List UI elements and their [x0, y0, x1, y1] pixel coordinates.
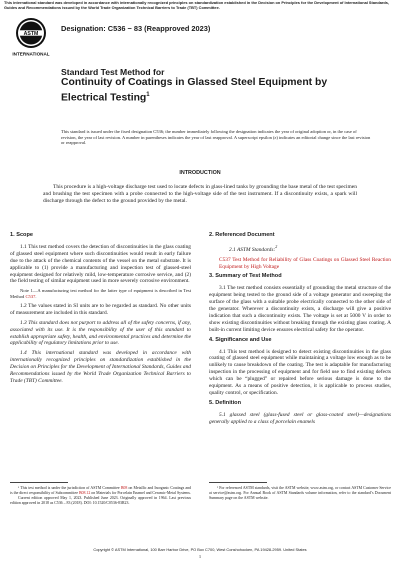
note-1-end: . [35, 294, 37, 300]
astm-logo [11, 16, 51, 58]
title-footnote-ref[interactable]: 1 [146, 92, 150, 98]
introduction-text: This procedure is a high-voltage discharge test used to locate defects in glass-lined tanks by grounding the base metal of the test specimen and brushing the test specimen with a probe connected to the high-voltage side of the test instrument. If a discontinuity exists, a spark will discharge through the defect to the ground provided by the metal. [43, 184, 357, 204]
title-line-3 [61, 89, 361, 104]
title-line-3-text: Electrical Testing [61, 92, 147, 104]
introduction-heading: INTRODUCTION [179, 170, 221, 176]
footnote-1-edition: Current edition approved May 1, 2023. Published June 2023. Originally approved in 1964. Last previous edition approved in 2018 as C536 – 83 (2018). DOI: 10.1520/C0536-83R23. [10, 496, 191, 505]
paragraph-1-4: 1.4 This international standard was developed in accordance with internationally recognized principles on standardization established in the Decision on Principles for the Development of International Standards, Guides and Recommendations issued by the World Trade Organization Technical Barriers to Trade (TBT) Committee. [10, 350, 191, 384]
note-1-text: Note 1—A manufacturing test method for the latter type of equipment is described in Test Method [10, 288, 191, 300]
summary-heading: 3. Summary of Test Method [209, 273, 282, 280]
footnote-2: ² For referenced ASTM standards, visit the ASTM website, www.astm.org, or contact ASTM Customer Service at service@astm.org. For Annual Book of ASTM Standards volume information, refer to the standard’s Document Summary page on the ASTM website. [209, 486, 391, 500]
astm-standards-footnote-ref[interactable]: 2 [275, 243, 278, 249]
left-column [10, 230, 191, 388]
definition-heading: 5. Definition [209, 399, 242, 406]
footnotes-right [209, 482, 391, 501]
astm-standards-item [209, 244, 391, 254]
note-1 [10, 288, 191, 300]
paragraph-1-2: 1.2 The values stated in SI units are to be regarded as standard. No other units of measurement are included in this standard. [10, 302, 191, 316]
title-block [61, 67, 361, 104]
logo-caption: INTERNATIONAL [12, 51, 50, 57]
reference-c537-code[interactable]: C537 [219, 256, 231, 263]
copyright-line: Copyright © ASTM International, 100 Barr Harbor Drive, PO Box C700, West Conshohocken, PA 19428-2959. United States [93, 547, 307, 552]
wto-notice: This international standard was developed in accordance with internationally recognized principles on standardization established in the Decision on Principles for the Development of International Standards, Guides and Recommendations issued by the World Trade Organization Technical Barriers to Trade (TBT) Committee. [4, 0, 390, 10]
astm-logo-icon [11, 16, 51, 58]
footnote-1 [10, 486, 191, 496]
astm-standards-label: 2.1 ASTM Standards: [229, 246, 276, 253]
paragraph-1-3: 1.3 This standard does not purport to address all of the safety concerns, if any, associated with its use. It is the responsibility of the user of this standard to establish appropriate safety, health, and environmental practices and determine the applicability of regulatory limitations prior to use. [10, 319, 191, 347]
paragraph-3-1: 3.1 The test method consists essentially of grounding the metal structure of the equipment being tested to the ground side of a voltage generator and sweeping the surface of the glass with a suitable probe electrically connected to the other side of the generator. Wherever a discontinuity exists, a discharge will give a positive indication that such a discontinuity exists. The voltage is set at 5000 V in order to show existing discontinuities without breaking through the existing glass coating. A built-in current limiting device ensures electrical safety for the operator. [209, 285, 391, 333]
title-line-1: Standard Test Method for [61, 67, 165, 77]
significance-heading: 4. Significance and Use [209, 336, 272, 343]
standard-issue-note: This standard is issued under the fixed designation C536; the number immediately following the designation indicates the year of original adoption or, in the case of revision, the year of last revision. A number in parentheses indicates the year of last reapproval. A superscript epsilon (ε) indicates an editorial change since the last revision or reapproval. [61, 129, 371, 146]
svg-text:ASTM: ASTM [23, 31, 39, 37]
footnote-1-link-b08-12[interactable]: B08.12 [78, 491, 91, 495]
note-1-link-c537[interactable]: C537 [25, 294, 36, 300]
footnote-1-text-a: ¹ This test method is under the jurisdiction of ASTM Committee [18, 486, 121, 490]
footnote-rule [10, 482, 68, 483]
paragraph-4-1: 4.1 This test method is designed to detect existing discontinuities in the glass coating of glassed steel equipment while maintaining a voltage low enough as to be unlikely to cause breakdown of the coating. The test is adaptable for manufacturing inspection in the processing of equipment and for field use to find existing defects which can be “plugged” or repaired before serious damage is done to the equipment. As a means of positive detection, it is applicable to process studies, quality control, or specification. [209, 348, 391, 397]
reference-c537-title[interactable]: Test Method for Reliability of Glass Coatings on Glassed Steel Reaction Equipment by High Voltage [219, 256, 391, 270]
scope-heading: 1. Scope [10, 232, 34, 238]
designation: Designation: C536 − 83 (Reapproved 2023) [61, 24, 211, 33]
footnote-rule-right [209, 482, 267, 483]
footnote-1-text-c: on Metallic and Inorganic Coatings and is the direct responsibility of Subcommittee [10, 486, 191, 495]
referenced-document-heading: 2. Referenced Document [209, 232, 275, 238]
title-line-2: Continuity of Coatings in Glassed Steel Equipment by [61, 77, 328, 88]
reference-c537[interactable] [209, 257, 391, 271]
paragraph-5-1: 5.1 glassed steel (glass-fused steel or glass-coated steel)—designations generally applied to a class of porcelain enamels [209, 411, 391, 425]
right-column [209, 230, 391, 429]
page-number: 1 [198, 554, 202, 559]
footnotes-left [10, 482, 191, 506]
footnote-1-text-e: on Materials for Porcelain Enamel and Ceramic-Metal Systems. [90, 491, 191, 495]
footnote-1-link-b08[interactable]: B08 [120, 486, 128, 490]
paragraph-1-1: 1.1 This test method covers the detection of discontinuities in the glass coating of glassed steel equipment where such discontinuities would result in early failure due to the attack of the chemical contents of the vessel on the metal substrate. It is applicable to (1) provide a manufacturing and inspection test of glassed-steel equipment designed for relatively mild, low-temperature corrosive service, and (2) the field testing of similar equipment used in more severely corrosive environment. [10, 243, 191, 285]
